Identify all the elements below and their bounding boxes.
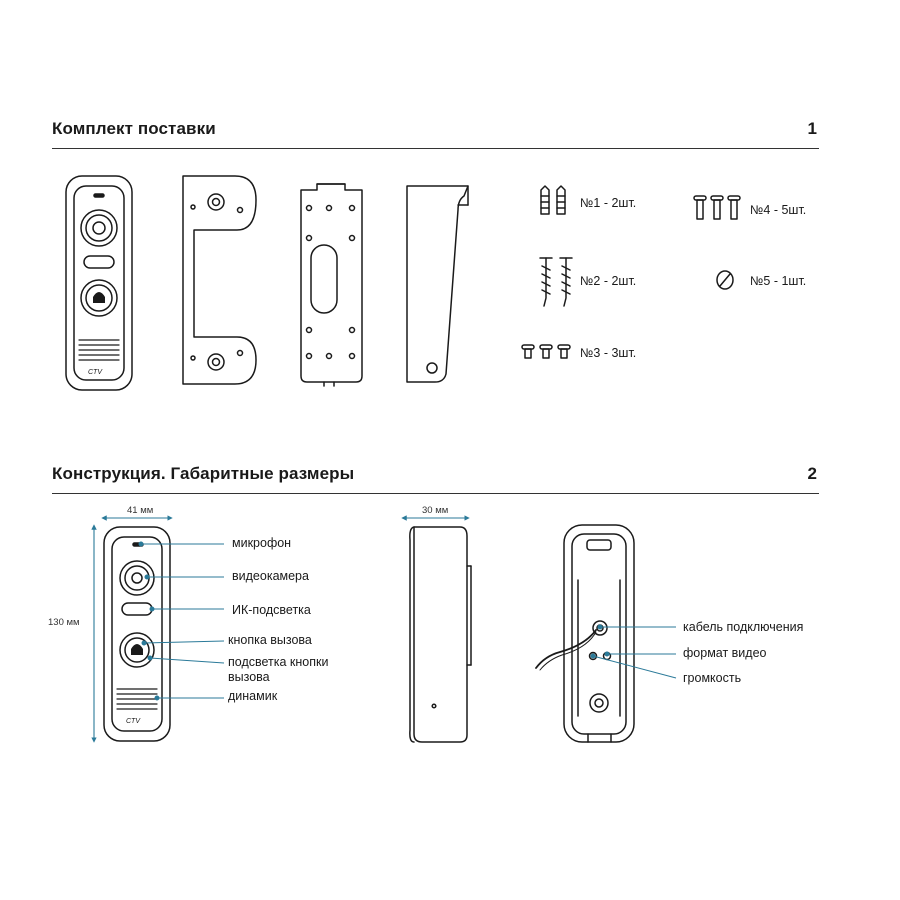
kit-item-2-label: №2 - 2шт.	[580, 274, 637, 288]
depth-dimension-label: 30 мм	[422, 505, 449, 516]
kit-item-1-label: №1 - 2шт.	[580, 196, 637, 210]
callout-ir-light: ИК-подсветка	[232, 603, 311, 617]
panel-front-dimensioned	[104, 527, 170, 741]
width-dimension-label: 41 мм	[127, 505, 154, 516]
callout-call-button: кнопка вызова	[228, 633, 312, 647]
callout-microphone: микрофон	[232, 536, 292, 550]
callout-camera: видеокамера	[232, 569, 309, 583]
height-dimension-label: 130 мм	[48, 617, 80, 628]
kit-item-3-label: №3 - 3шт.	[580, 346, 637, 360]
svg-text:CTV: CTV	[88, 369, 102, 376]
panel-back-view	[536, 525, 634, 742]
callout-speaker: динамик	[228, 689, 278, 703]
panel-side-view	[410, 527, 471, 742]
kit-item-5-label: №5 - 1шт.	[750, 274, 807, 288]
section-title-kit: Комплект поставки	[52, 119, 216, 138]
callout-video-format: формат видео	[683, 646, 767, 660]
callout-connection-cable: кабель подключения	[683, 620, 804, 634]
callout-volume: громкость	[683, 671, 742, 685]
svg-text:CTV: CTV	[126, 718, 140, 725]
callout-button-backlight: подсветка кнопки вызова	[228, 655, 329, 684]
section-number-kit: 1	[807, 119, 817, 138]
kit-item-4-label: №4 - 5шт.	[750, 203, 807, 217]
section-title-construction: Конструкция. Габаритные размеры	[52, 464, 355, 483]
section-number-construction: 2	[807, 464, 817, 483]
